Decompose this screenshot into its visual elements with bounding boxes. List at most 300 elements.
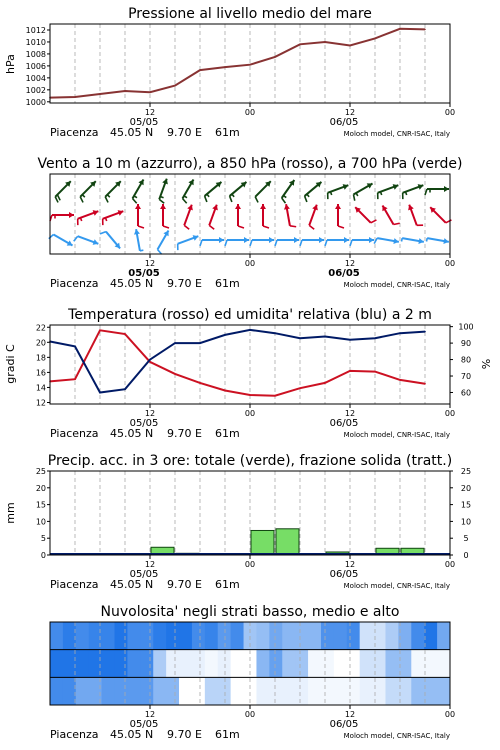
wind-barb-feather [163,226,169,228]
wind-barb-head [444,186,449,192]
location-place: Piacenza [50,578,99,591]
wind-barb-feather [330,192,331,195]
cloud-cell-alto [282,622,295,650]
x-tick-label: 00 [444,108,456,117]
cloud-cell-basso [102,677,115,705]
cloud-cell-medio [282,650,295,678]
y-tick-label: 18 [35,353,46,363]
cloud-cell-basso [385,677,398,705]
wind-barb [183,179,194,203]
location-lon: 9.70 E [167,277,202,290]
x-tick-label: 00 [444,710,456,719]
date-label: 05/05 [129,569,159,580]
wind-barb [159,179,168,204]
wind-barb-feather [140,250,143,251]
pressure-line-point [424,29,426,31]
x-tick-label: 00 [244,108,256,117]
location-lon: 9.70 E [167,728,202,741]
cloud-cell-medio [321,650,334,678]
wind-barb-feather [159,199,164,203]
wind-barb [382,205,399,224]
model-credit: Moloch model, CNR-ISAC, Italy [343,281,450,289]
location-alt: 61m [215,277,240,290]
wind-barb [378,184,399,199]
x-tick-label: 12 [344,560,356,569]
wind-barb [305,182,322,202]
location-place: Piacenza [50,728,99,741]
cloud-cell-alto [205,622,218,650]
cloud-cell-basso [360,677,373,705]
wind-barb-feather [82,195,84,197]
y-tick-label: 20 [35,483,46,493]
wind-barb-feather [105,218,106,221]
y-tick-label: 16 [35,368,46,378]
humidity-line-point [199,342,201,344]
wind-barb-feather [338,226,344,228]
panel-title: Nuvolosita' negli strati basso, medio e alto [100,604,400,620]
cloud-cell-basso [218,677,231,705]
y-axis-label-right: % [480,358,493,370]
wind-barb-head [319,237,324,243]
panel-5 [50,604,455,741]
date-label: 05/05 [129,719,159,730]
x-tick-label: 00 [244,710,256,719]
wind-barb-head [294,237,299,243]
wind-barb-head [369,237,374,243]
y-tick-label: 1012 [25,25,46,35]
humidity-line-point [99,392,101,394]
y-tick-label: 5 [40,534,46,544]
humidity-line-point [274,332,276,334]
y-tick-label: 20 [35,338,46,348]
temperature-line-point [374,371,376,373]
wind-barb [74,236,99,245]
cloud-cell-basso [321,677,334,705]
cloud-cell-alto [218,622,231,650]
cloud-cell-alto [347,622,360,650]
humidity-line-point [324,336,326,338]
wind-barb-head [69,212,74,218]
cloud-cell-alto [437,622,450,650]
x-tick-label: 00 [444,560,456,569]
wind-barb [250,237,274,246]
wind-barb [328,184,349,199]
wind-barb-head [269,237,274,243]
cloud-cell-alto [166,622,179,650]
wind-barb-feather [446,220,452,223]
panel-2 [37,156,462,290]
wind-barb-feather [290,226,296,227]
pressure-line-point [224,66,226,68]
wind-barb [282,180,295,203]
cloud-cell-medio [102,650,115,678]
y-tick-label: 22 [35,323,46,333]
humidity-line-point [149,359,151,361]
wind-barb [309,205,318,230]
cloud-cell-alto [140,622,153,650]
cloud-cell-medio [76,650,89,678]
cloud-cell-basso [334,677,347,705]
cloud-cell-basso [50,677,63,705]
humidity-line-point [124,388,126,390]
y-tick-label: 100 [458,322,474,332]
cloud-cell-medio [256,650,269,678]
y-tick-label: 25 [460,467,472,476]
wind-barb-feather [184,196,187,198]
cloud-cell-medio [385,650,398,678]
cloud-cell-alto [153,622,166,650]
cloud-cell-medio [373,650,386,678]
wind-barb-feather [402,238,403,241]
cloud-cell-alto [373,622,386,650]
cloud-cell-alto [179,622,192,650]
pressure-line-point [149,91,151,93]
location-alt: 61m [215,126,240,139]
wind-barb [430,207,451,223]
y-tick-label: 1010 [25,37,46,47]
location-lon: 9.70 E [167,126,202,139]
wind-barb [209,205,218,230]
temperature-line-point [199,382,201,384]
wind-barb-head [235,204,241,209]
y-tick-label: 80 [460,355,472,365]
wind-barb [374,238,399,244]
wind-barb [158,230,169,254]
temperature-line-point [174,373,176,375]
cloud-cell-alto [76,622,89,650]
wind-barb-feather [133,199,137,204]
y-axis-label: gradi C [4,344,17,384]
location-lat: 45.05 N [110,728,154,741]
location-alt: 61m [215,728,240,741]
x-tick-label: 12 [144,710,156,719]
panel-3 [4,307,493,440]
temperature-line-point [124,333,126,335]
panel-4 [4,453,471,591]
humidity-line [50,330,425,393]
cloud-cell-basso [205,677,218,705]
wind-barb-feather [207,194,209,197]
wind-barb-feather [427,238,428,241]
wind-barb [133,179,144,203]
cloud-cell-basso [115,677,128,705]
cloud-cell-medio [231,650,244,678]
y-tick-label: 10 [460,517,472,527]
wind-barb-feather [205,196,207,202]
y-axis-label: mm [4,502,17,524]
temperature-line-point [399,379,401,381]
wind-barb-feather [138,226,144,228]
pressure-line-point [174,85,176,87]
y-tick-label: 0 [40,551,46,560]
x-tick-label: 12 [344,108,356,117]
cloud-cell-medio [166,650,179,678]
wind-barb [55,181,71,202]
wind-barb-feather [134,196,137,198]
model-credit: Moloch model, CNR-ISAC, Italy [343,732,450,740]
temperature-line-point [424,383,426,385]
wind-barb [80,181,96,202]
wind-barb [335,204,344,228]
date-label: 06/05 [329,569,359,580]
location-lon: 9.70 E [167,578,202,591]
temperature-line-point [74,378,76,380]
wind-barb-feather [49,235,54,239]
temperature-line-point [224,390,226,392]
x-tick-label: 00 [244,259,256,268]
date-label: 06/05 [329,418,359,429]
x-tick-label: 00 [444,409,456,418]
temperature-line-point [274,395,276,397]
location-lon: 9.70 E [167,427,202,440]
temperature-line-point [324,382,326,384]
x-tick-label: 12 [344,259,356,268]
temperature-line-point [299,387,301,389]
wind-barb-feather [371,220,377,223]
wind-barb [50,212,74,221]
wind-barb-feather [160,197,163,198]
model-credit: Moloch model, CNR-ISAC, Italy [343,582,450,590]
y-tick-label: 14 [35,383,46,393]
cloud-cell-alto [308,622,321,650]
location-alt: 61m [215,427,240,440]
y-axis-label: hPa [4,54,17,74]
pressure-line [50,29,425,98]
panel-title: Temperatura (rosso) ed umidita' relativa (blu) a 2 m [68,307,432,323]
cloud-cell-alto [231,622,244,650]
cloud-cell-basso [424,677,437,705]
humidity-line-point [224,334,226,336]
pressure-line-point [74,96,76,98]
location-lat: 45.05 N [110,277,154,290]
cloud-cell-basso [166,677,179,705]
x-tick-label: 00 [244,560,256,569]
wind-barb [78,210,99,225]
date-label: 06/05 [329,117,359,128]
wind-barb [427,238,449,244]
wind-barb-feather [74,236,78,241]
cloud-cell-alto [424,622,437,650]
wind-barb [350,237,374,246]
wind-barb-feather [309,225,314,229]
wind-barb [325,237,349,246]
wind-barb-head [219,237,224,243]
cloud-cell-basso [140,677,153,705]
cloud-cell-medio [50,650,63,678]
wind-barb-feather [105,197,108,203]
y-tick-label: 60 [460,388,472,398]
cloud-cell-medio [308,650,321,678]
y-tick-label: 1000 [25,97,46,107]
y-tick-label: 12 [35,398,46,408]
wind-barb-feather [232,194,234,197]
humidity-line-point [249,329,251,331]
y-tick-label: 1008 [25,49,46,59]
wind-barb [275,237,299,246]
cloud-cell-medio [179,650,192,678]
pressure-line-point [199,69,201,71]
wind-barb [134,229,143,251]
cloud-cell-basso [437,677,450,705]
cloud-cell-alto [295,622,308,650]
x-tick-label: 12 [144,560,156,569]
wind-barb-feather [209,225,214,229]
location-place: Piacenza [50,277,99,290]
cloud-cell-alto [321,622,334,650]
cloud-cell-basso [63,677,76,705]
y-tick-label: 70 [460,372,472,382]
wind-barb-feather [405,192,406,195]
cloud-cell-medio [437,650,450,678]
humidity-line-point [399,332,401,334]
wind-barb [160,204,169,228]
wind-barb-feather [394,223,400,224]
cloud-cell-alto [334,622,347,650]
location-place: Piacenza [50,427,99,440]
pressure-line-point [399,28,401,30]
wind-barb-feather [184,225,189,229]
date-label: 06/05 [328,268,360,279]
cloud-cell-medio [140,650,153,678]
wind-barb-head [344,237,349,243]
cloud-cell-basso [347,677,360,705]
cloud-cell-medio [63,650,76,678]
wind-barb-head [160,204,166,209]
pressure-line-point [324,41,326,43]
humidity-line-point [374,337,376,339]
wind-barb-head [244,237,249,243]
plot-frame [50,24,450,103]
y-tick-label: 90 [460,339,472,349]
temperature-line-point [249,394,251,396]
x-tick-label: 00 [244,409,256,418]
location-place: Piacenza [50,126,99,139]
wind-barb-feather [255,197,258,203]
wind-barb-feather [230,196,232,202]
wind-barb-feather [100,232,106,234]
wind-barb [205,182,222,202]
wind-barb [402,238,424,244]
humidity-line-point [299,337,301,339]
humidity-line-point [74,346,76,348]
wind-barb [403,184,424,199]
cloud-cell-alto [192,622,205,650]
wind-barb [100,232,120,249]
panel-title: Pressione al livello medio del mare [128,6,372,22]
y-tick-label: 15 [460,500,472,510]
cloud-cell-alto [360,622,373,650]
pressure-line-point [299,44,301,46]
wind-barb-feather [55,197,58,203]
y-tick-label: 5 [463,534,469,544]
cloud-cell-basso [192,677,205,705]
cloud-cell-basso [231,677,244,705]
x-tick-label: 00 [444,259,456,268]
temperature-line-point [99,329,101,331]
wind-barb-feather [80,197,83,203]
cloud-cell-basso [179,677,192,705]
pressure-line-point [99,93,101,95]
x-tick-label: 12 [144,259,156,268]
location-lat: 45.05 N [110,578,154,591]
cloud-cell-medio [127,650,140,678]
pressure-line-point [249,64,251,66]
wind-barb-feather [57,195,60,201]
cloud-cell-alto [63,622,76,650]
humidity-line-point [424,331,426,333]
cloud-cell-alto [127,622,140,650]
wind-barb-feather [107,195,109,197]
wind-barb [184,205,193,230]
cloud-cell-alto [411,622,424,650]
panel-1 [4,6,455,139]
wind-barb [200,237,224,246]
humidity-line-point [349,339,351,341]
cloud-cell-alto [102,622,115,650]
wind-barb-head [260,204,266,209]
wind-barb [353,183,372,200]
x-tick-label: 12 [144,409,156,418]
wind-barb [103,210,124,225]
cloud-cell-alto [256,622,269,650]
wind-barb [284,204,296,227]
model-credit: Moloch model, CNR-ISAC, Italy [343,130,450,138]
cloud-cell-basso [295,677,308,705]
wind-barb [235,204,244,228]
wind-barb-head [335,204,341,209]
wind-barb [105,181,121,202]
location-lat: 45.05 N [110,126,154,139]
y-tick-label: 10 [35,517,46,527]
temperature-line [50,330,425,395]
cloud-cell-alto [269,622,282,650]
humidity-line-point [174,342,176,344]
cloud-cell-basso [127,677,140,705]
precip-bar [251,530,274,555]
y-tick-label: 1004 [25,73,46,83]
date-label: 05/05 [128,268,160,279]
cloud-cell-medio [295,650,308,678]
wind-barb-feather [380,192,381,195]
wind-barb-feather [238,226,244,228]
location-lat: 45.05 N [110,427,154,440]
wind-barb [49,235,73,246]
cloud-cell-basso [256,677,269,705]
y-tick-label: 1002 [25,85,46,95]
wind-barb-feather [263,226,269,228]
wind-barb [408,205,423,226]
x-tick-label: 12 [344,409,356,418]
cloud-cell-basso [153,677,166,705]
date-label: 06/05 [329,719,359,730]
cloud-cell-medio [411,650,424,678]
wind-barb-feather [80,218,81,221]
wind-barb-feather [282,198,286,203]
panel-title: Vento a 10 m (azzurro), a 850 hPa (rosso), a 700 hPa (verde) [37,156,463,172]
cloud-cell-basso [411,677,424,705]
wind-barb-feather [307,194,309,197]
panel-title: Precip. acc. in 3 ore: totale (verde), frazione solida (tratt.) [47,453,453,469]
cloud-cell-alto [115,622,128,650]
model-credit: Moloch model, CNR-ISAC, Italy [343,431,450,439]
plot-frame [50,174,450,254]
pressure-line-point [274,56,276,58]
cloud-cell-basso [373,677,386,705]
wind-barb [230,182,247,202]
wind-barb [135,204,144,228]
cloud-cell-basso [269,677,282,705]
wind-barb-feather [183,199,187,204]
